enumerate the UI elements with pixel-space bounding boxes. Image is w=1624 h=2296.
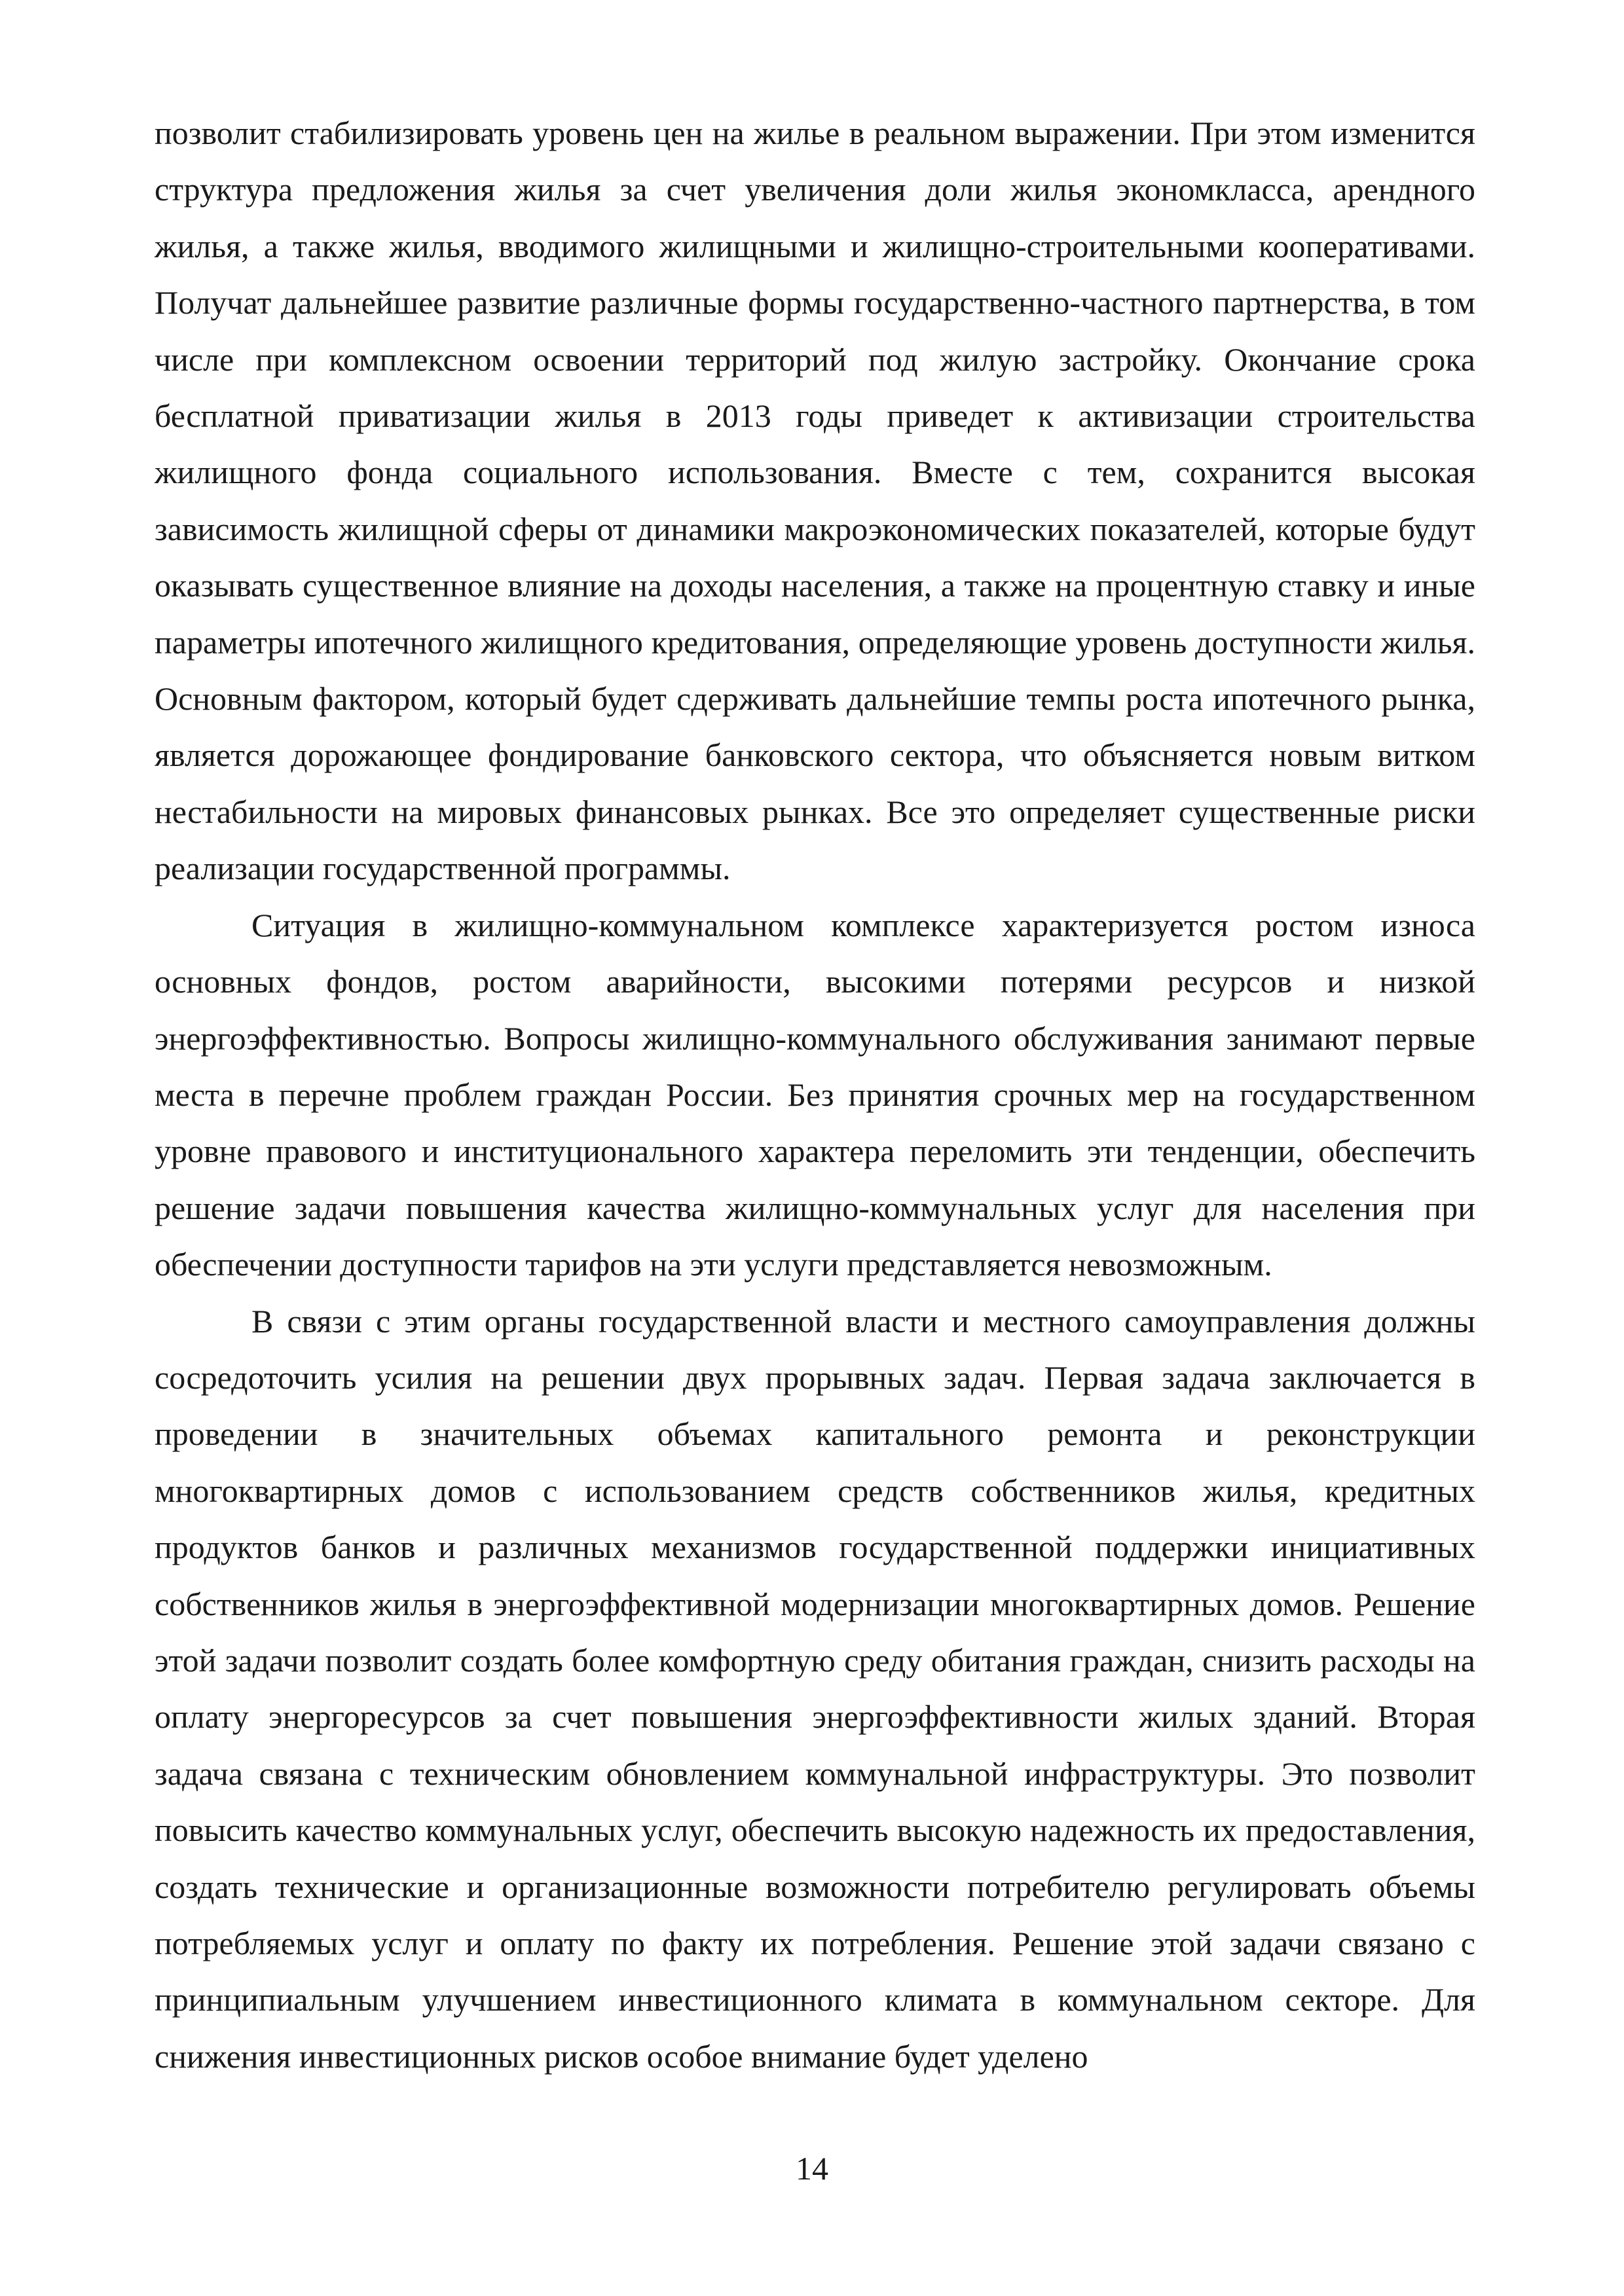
paragraph-continuation-housing-market: позволит стабилизировать уровень цен на жилье в реальном выражении. При этом изменится структура предложения жилья за счет увеличения доли жилья экономкласса, арендного жилья, а также жилья, вводимого жилищными и жилищно-строительными кооперативами. Получат дальнейшее развитие различные формы государственно-частного партнерства, в том числе при комплексном освоении территорий под жилую застройку. Окончание срока бесплатной приватизации жилья в 2013 годы приведет к активизации строительства жилищного фонда социального использования. Вместе с тем, сохранится высокая зависимость жилищной сферы от динамики макроэкономических показателей, которые будут оказывать существенное влияние на доходы населения, а также на процентную ставку и иные параметры ипотечного жилищного кредитования, определяющие уровень доступности жилья. Основным фактором, который будет сдерживать дальнейшие темпы роста ипотечного рынка, является дорожающее фондирование банковского сектора, что объясняется новым витком нестабильности на мировых финансовых рынках. Все это определяет существенные риски реализации государственной программы. bbox=[155, 115, 1475, 887]
paragraph-housing-utilities-situation: Ситуация в жилищно-коммунальном комплексе характеризуется ростом износа основных фондов, ростом аварийности, высокими потерями ресурсов и низкой энергоэффективностью. Вопросы жилищно-коммунального обслуживания занимают первые места в перечне проблем граждан России. Без принятия срочных мер на государственном уровне правового и институционального характера переломить эти тенденции, обеспечить решение задачи повышения качества жилищно-коммунальных услуг для населения при обеспечении доступности тарифов на эти услуги представляется невозможным. bbox=[155, 906, 1475, 1283]
document-body bbox=[155, 105, 1475, 2085]
paragraph-breakthrough-tasks: В связи с этим органы государственной власти и местного самоуправления должны сосредоточить усилия на решении двух прорывных задач. Первая задача заключается в проведении в значительных объемах капитального ремонта и реконструкции многоквартирных домов с использованием средств собственников жилья, кредитных продуктов банков и различных механизмов государственной поддержки инициативных собственников жилья в энергоэффективной модернизации многоквартирных домов. Решение этой задачи позволит создать более комфортную среду обитания граждан, снизить расходы на оплату энергоресурсов за счет повышения энергоэффективности жилых зданий. Вторая задача связана с техническим обновлением коммунальной инфраструктуры. Это позволит повысить качество коммунальных услуг, обеспечить высокую надежность их предоставления, создать технические и организационные возможности потребителю регулировать объемы потребляемых услуг и оплату по факту их потребления. Решение этой задачи связано с принципиальным улучшением инвестиционного климата в коммунальном секторе. Для снижения инвестиционных рисков особое внимание будет уделено bbox=[155, 1302, 1475, 2075]
page-number: 14 bbox=[796, 2150, 828, 2187]
